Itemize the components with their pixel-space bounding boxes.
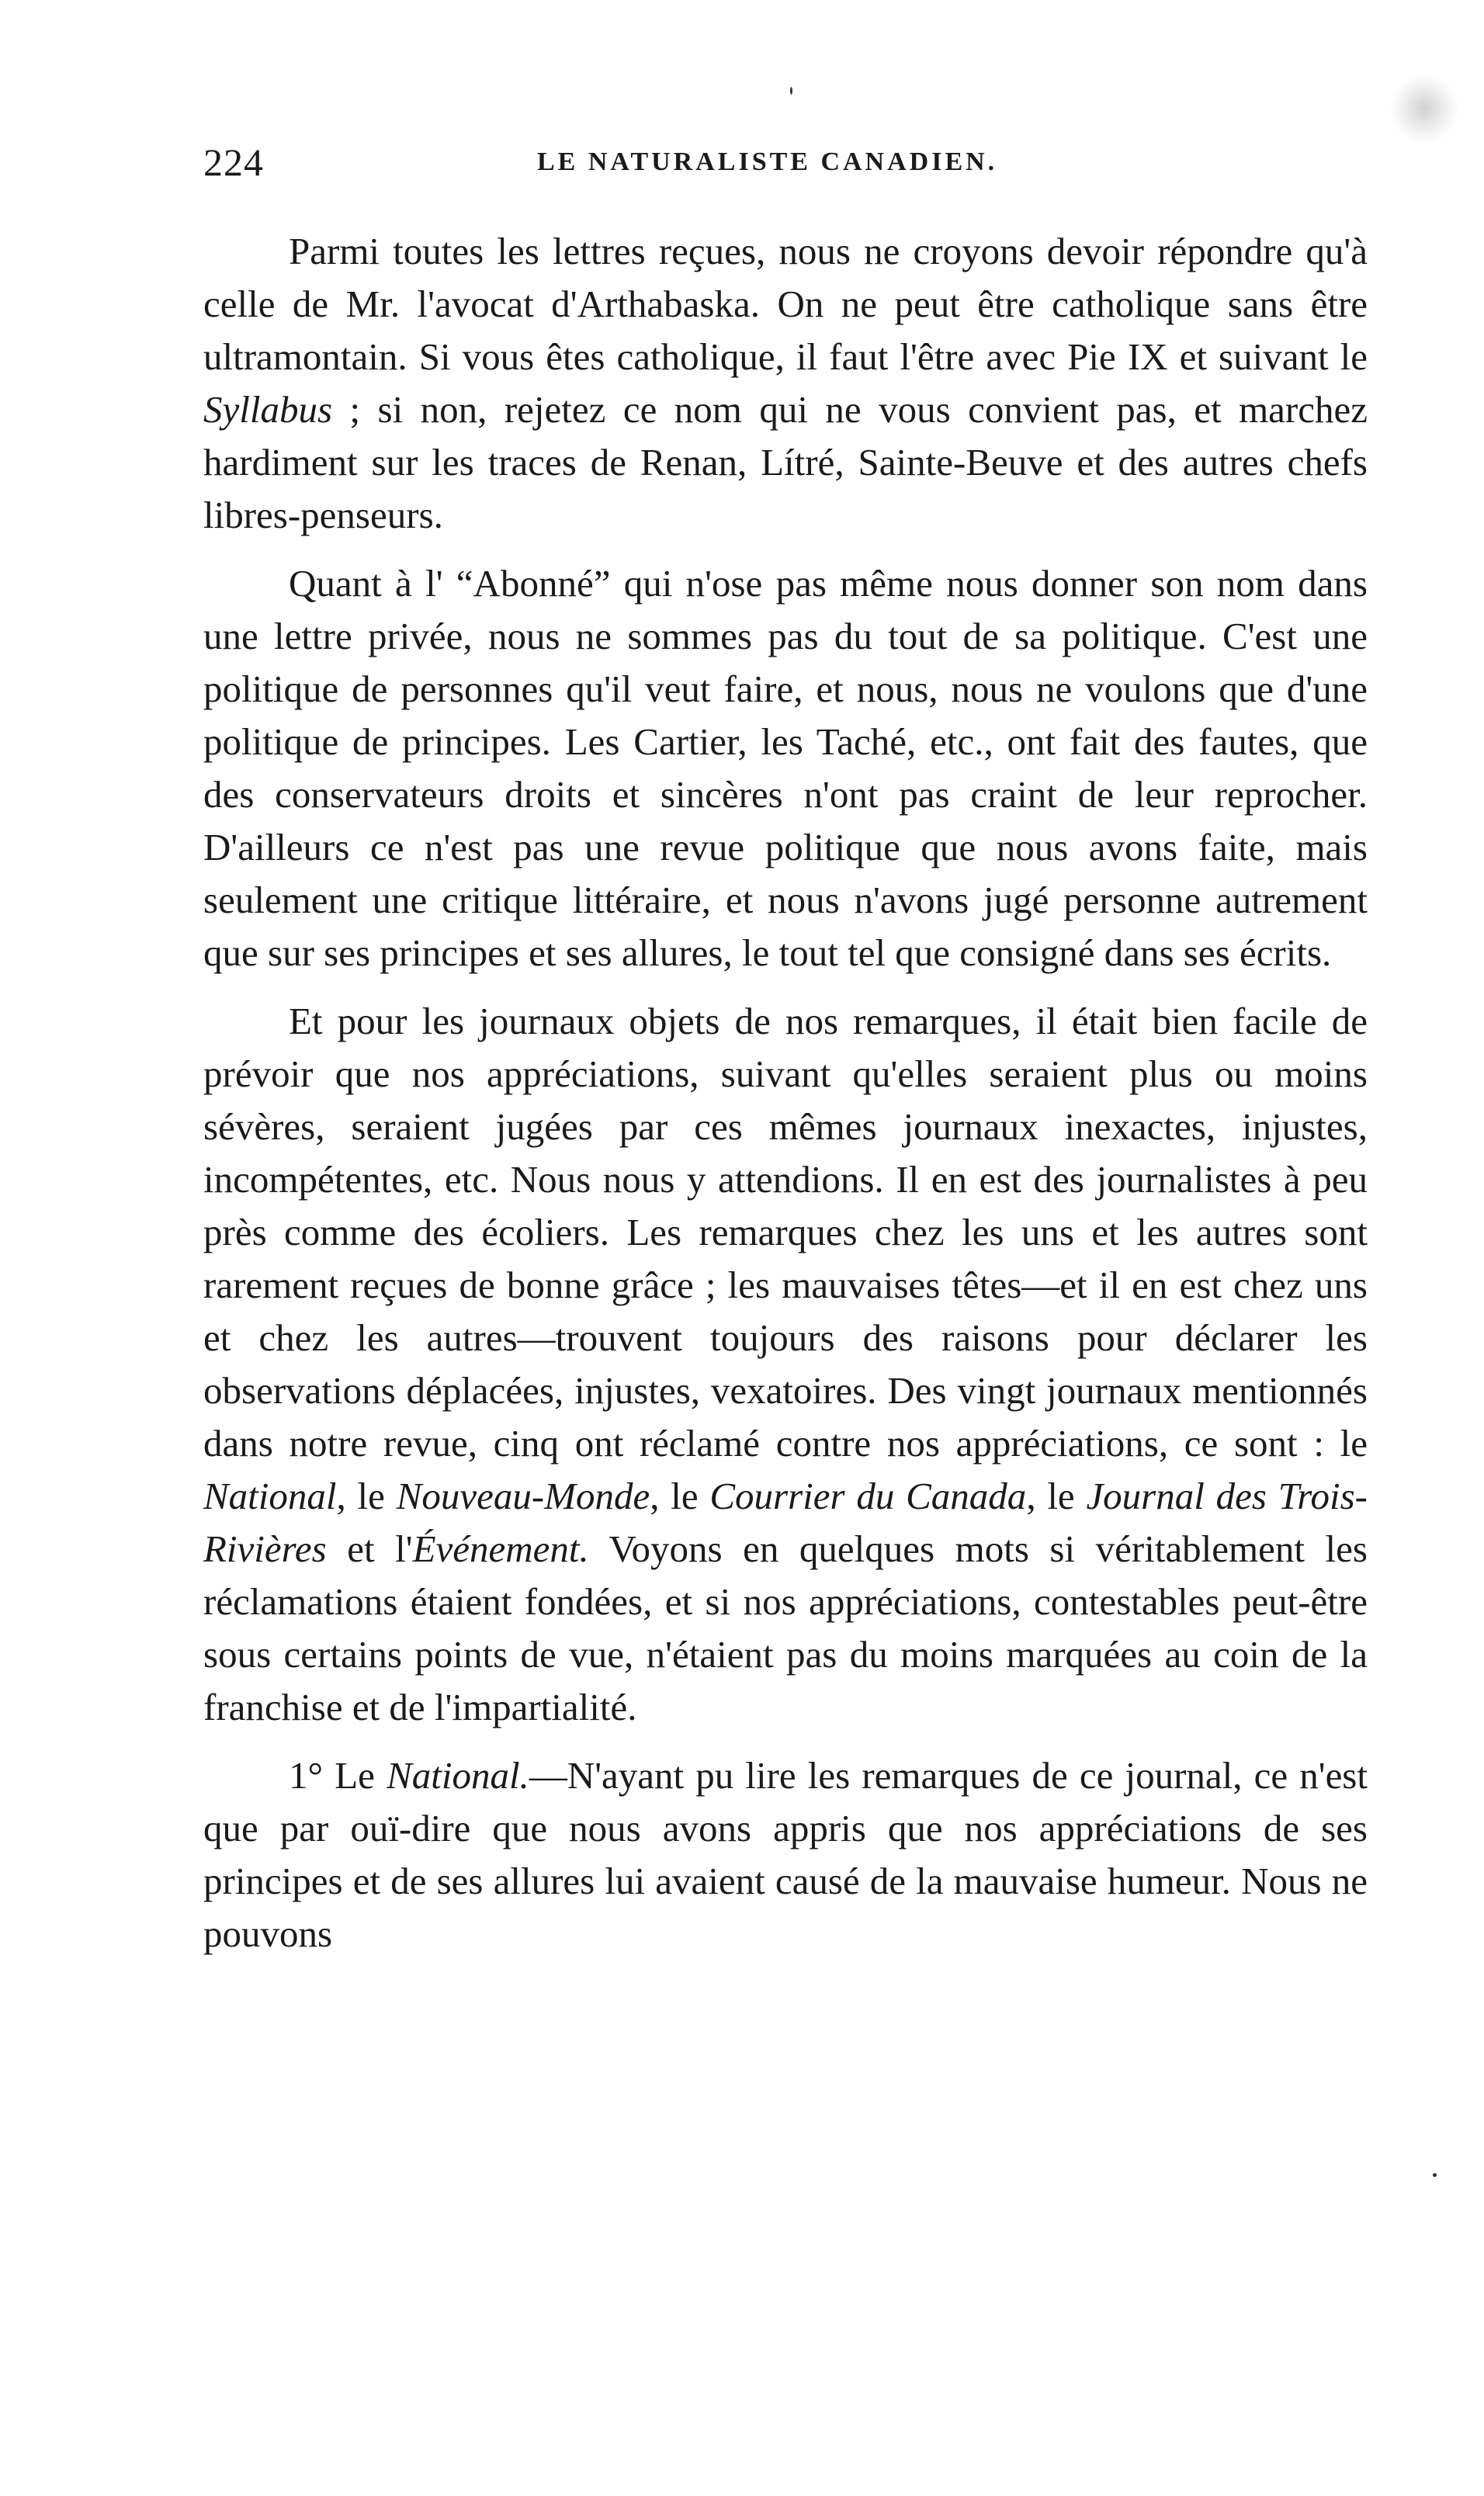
paragraph-text: , le	[650, 1475, 710, 1517]
paragraph-text: ; si non, rejetez ce nom qui ne vous convient pas, et marchez hardiment sur les traces de Renan, Lítré, Sainte-Beuve et des autres chefs libres-penseurs.	[203, 388, 1368, 536]
paragraph-text: Quant à l' “Abonné” qui n'ose pas même nous donner son nom dans une lettre privée, nous ne sommes pas du tout de sa politique. C'est une politique de personnes qu'il veut faire, et nous, nous ne voulons que d'une politique de principes. Les Cartier, les Taché, etc., ont fait des fautes, que des conservateurs droits et sincères n'ont pas craint de leur reprocher. D'ailleurs ce n'est pas une revue politique que nous avons faite, mais seulement une critique littéraire, et nous n'avons jugé personne autrement que sur ses principes et ses allures, le tout tel que consigné dans ses écrits.	[203, 562, 1368, 974]
body-text	[203, 225, 1368, 1960]
paragraph-text: , le	[1026, 1475, 1087, 1517]
paragraph-abonne	[203, 557, 1368, 979]
ink-speck	[790, 87, 792, 95]
italic-title: National	[203, 1475, 337, 1517]
paragraph-journaux	[203, 995, 1368, 1734]
paragraph-text: Voyons en quelques mots si véritablement les réclamations étaient fondées, et si nos appréciations, contestables peut-être sous certains points de vue, n'étaient pas du moins marquées au coin de la franchise et de l'impartialité.	[203, 1527, 1368, 1728]
page-stain	[1389, 74, 1459, 144]
paragraph-text: Parmi toutes les lettres reçues, nous ne croyons devoir répondre qu'à celle de Mr. l'avocat d'Arthabaska. On ne peut être catholique sans être ultramontain. Si vous êtes catholique, il faut l'être avec Pie IX et suivant le	[203, 230, 1368, 378]
paragraph-text: Le	[323, 1754, 387, 1797]
page-number: 224	[203, 140, 264, 184]
paragraph-text: Et pour les journaux objets de nos remarques, il était bien facile de prévoir que nos appréciations, suivant qu'elles seraient plus ou moins sévères, seraient jugées par ces mêmes journaux inexactes, injustes, incompétentes, etc. Nous nous y attendions. Il en est des journalistes à peu près comme des écoliers. Les remarques chez les uns et les autres sont rarement reçues de bonne grâce ; les mauvaises têtes—et il en est chez uns et chez les autres—trouvent toujours des raisons pour déclarer les observations déplacées, injustes, vexatoires. Des vingt journaux mentionnés dans notre revue, cinq ont réclamé contre nos appréciations, ce sont : le	[203, 1000, 1368, 1465]
italic-title: Nouveau-Monde	[396, 1475, 650, 1517]
paragraph-letters	[203, 225, 1368, 542]
ink-speck	[1433, 2173, 1437, 2177]
paragraph-text: —N'ayant pu lire les remarques de ce journal, ce n'est que par ouï-dire que nous avons appris que nos appréciations de ses principes et de ses allures lui avaient causé de la mauvaise humeur. Nous ne pouvons	[203, 1754, 1368, 1955]
paragraph-national	[203, 1749, 1368, 1960]
journal-title: LE NATURALISTE CANADIEN.	[537, 147, 998, 176]
italic-title: Syllabus	[203, 388, 333, 431]
section-number: 1°	[289, 1754, 324, 1797]
italic-title: National.	[387, 1754, 529, 1797]
running-head	[203, 140, 1368, 186]
italic-title: Courrier du Canada	[709, 1475, 1027, 1517]
italic-title: Événement.	[412, 1527, 589, 1570]
italic-title: Journal des Trois-Rivières	[203, 1475, 1368, 1570]
paragraph-text: , le	[336, 1475, 397, 1517]
paragraph-text: et l'	[326, 1527, 413, 1570]
